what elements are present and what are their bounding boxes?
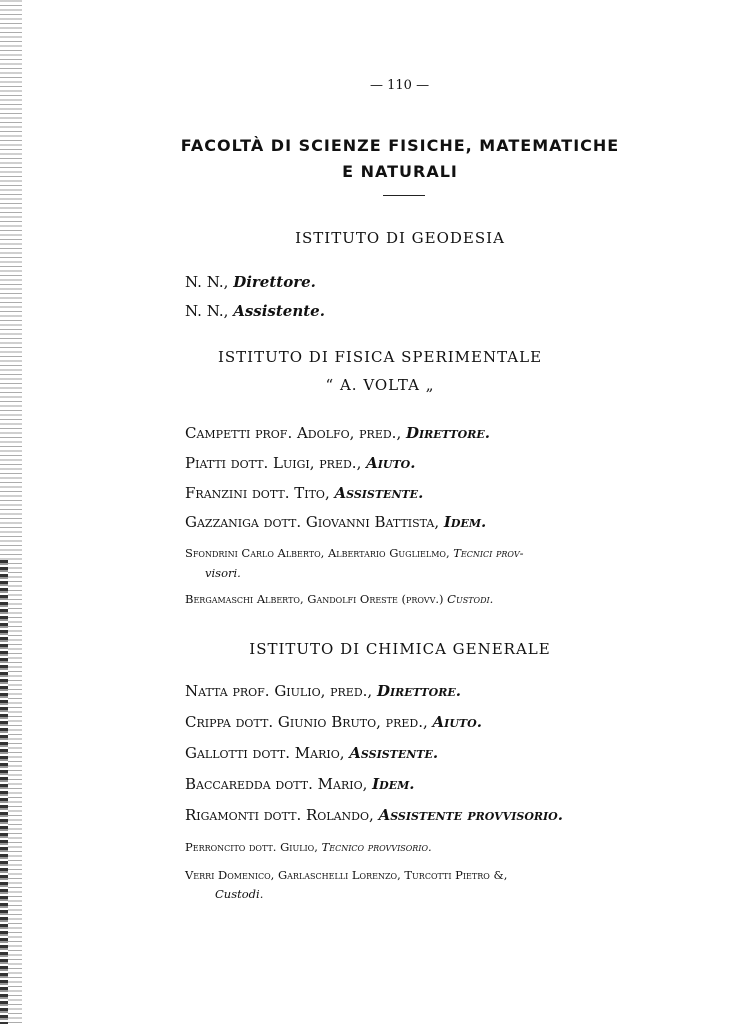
entry: Rigamonti dott. Rolando, Assistente provvisorio. xyxy=(185,806,563,824)
entry-continuation: visori. xyxy=(205,566,241,580)
entry: Verri Domenico, Garlaschelli Lorenzo, Turcotti Pietro &, xyxy=(185,868,508,882)
scan-edge-dark xyxy=(0,560,8,1024)
entry: Baccaredda dott. Mario, Idem. xyxy=(185,775,415,793)
entry: Gazzaniga dott. Giovanni Battista, Idem. xyxy=(185,513,487,531)
entry: Campetti prof. Adolfo, pred., Direttore. xyxy=(185,424,490,442)
section-title: ISTITUTO DI FISICA SPERIMENTALE xyxy=(217,348,543,366)
entry: Gallotti dott. Mario, Assistente. xyxy=(185,744,439,762)
page-number: — 110 — xyxy=(370,78,430,93)
entry: N. N., Assistente. xyxy=(185,302,325,320)
entry: Sfondrini Carlo Alberto, Albertario Guglielmo, Tecnici prov- xyxy=(185,546,524,560)
section-title: ISTITUTO DI GEODESIA xyxy=(295,229,505,247)
entry: Natta prof. Giulio, pred., Direttore. xyxy=(185,682,461,700)
entry: N. N., Direttore. xyxy=(185,273,316,291)
entry: Franzini dott. Tito, Assistente. xyxy=(185,484,424,502)
entry-continuation: Custodi. xyxy=(215,887,264,901)
section-subtitle: “ A. VOLTA „ xyxy=(325,376,435,394)
entry: Piatti dott. Luigi, pred., Aiuto. xyxy=(185,454,416,472)
entry: Bergamaschi Alberto, Gandolfi Oreste (provv.) Custodi. xyxy=(185,592,494,606)
faculty-title-line2: E NATURALI xyxy=(342,162,458,181)
faculty-title: FACOLTÀ DI SCIENZE FISICHE, MATEMATICHE xyxy=(180,136,620,155)
entry: Perroncito dott. Giulio, Tecnico provvisorio. xyxy=(185,840,432,854)
section-title: ISTITUTO DI CHIMICA GENERALE xyxy=(249,640,551,658)
entry: Crippa dott. Giunio Bruto, pred., Aiuto. xyxy=(185,713,482,731)
divider xyxy=(383,195,425,196)
